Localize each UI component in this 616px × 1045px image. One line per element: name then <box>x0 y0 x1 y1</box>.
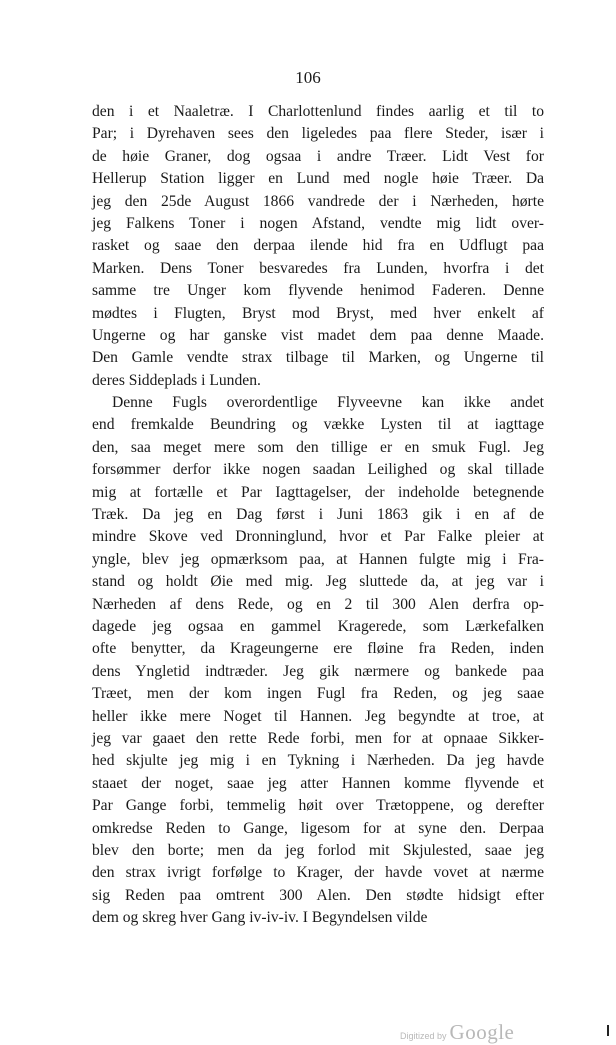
text-line: jeg den 25de August 1866 vandrede der i Nærheden, hørte <box>92 192 544 210</box>
text-line: hed skjulte jeg mig i en Tykning i Nærheden. Da jeg havde <box>92 752 544 770</box>
text-line: Hellerup Station ligger en Lund med nogle høie Træer. Da <box>92 170 544 188</box>
page-edge-mark <box>607 1025 609 1036</box>
text-line: Par; i Dyrehaven sees den ligeledes paa flere Steder, især i <box>92 125 544 143</box>
google-watermark <box>400 1020 514 1045</box>
text-line: jeg var gaaet den rette Rede forbi, men for at opnaae Sikker- <box>92 729 544 747</box>
text-line: stand og holdt Øie med mig. Jeg sluttede da, at jeg var i <box>92 573 544 591</box>
body-text <box>92 101 544 929</box>
text-line: sig Reden paa omtrent 300 Alen. Den stødte hidsigt efter <box>92 886 544 904</box>
text-line: samme tre Unger kom flyvende henimod Faderen. Denne <box>92 282 544 300</box>
text-line: den, saa meget mere som den tillige er en smuk Fugl. Jeg <box>92 438 544 456</box>
text-line: Den Gamle vendte strax tilbage til Marken, og Ungerne til <box>92 349 544 367</box>
text-line: staaet der noget, saae jeg atter Hannen komme flyvende et <box>92 774 544 792</box>
text-line: Træk. Da jeg en Dag først i Juni 1863 gik i en af de <box>92 506 544 524</box>
text-line: heller ikke mere Noget til Hannen. Jeg begyndte at troe, at <box>92 707 544 725</box>
text-line: mig at fortælle et Par Iagttagelser, der indeholde betegnende <box>92 483 544 501</box>
text-line: den i et Naaletræ. I Charlottenlund findes aarlig et til to <box>92 103 544 120</box>
text-line: dagede jeg ogsaa en gammel Kragerede, som Lærkefalken <box>92 617 544 635</box>
text-line: de høie Graner, dog ogsaa i andre Træer. Lidt Vest for <box>92 147 544 165</box>
text-line: blev den borte; men da jeg forlod mit Skjulested, saae jeg <box>92 841 544 859</box>
text-line: den strax ivrigt forfølge to Krager, der havde vovet at nærme <box>92 864 544 882</box>
google-logo: Google <box>449 1020 515 1044</box>
text-line: forsømmer derfor ikke nogen saadan Leilighed og skal tillade <box>92 461 544 479</box>
text-line: yngle, blev jeg opmærksom paa, at Hannen fulgte mig i Fra- <box>92 550 544 568</box>
watermark-prefix: Digitized by <box>400 1031 447 1041</box>
text-line: ofte benytter, da Krageungerne ere fløine fra Reden, inden <box>92 640 544 658</box>
text-line: Par Gange forbi, temmelig høit over Trætoppene, og derefter <box>92 797 544 815</box>
text-line: Ungerne og har ganske vist madet dem paa denne Maade. <box>92 326 544 344</box>
text-line: Marken. Dens Toner besvaredes fra Lunden, hvorfra i det <box>92 259 544 277</box>
text-line: rasket og saae den derpaa ilende hid fra en Udflugt paa <box>92 237 544 255</box>
page-number: 106 <box>295 68 321 87</box>
text-line: dens Yngletid indtræder. Jeg gik nærmere og bankede paa <box>92 662 544 680</box>
text-line: dem og skreg hver Gang iv-iv-iv. I Begyndelsen vilde <box>92 909 428 927</box>
text-line: Nærheden af dens Rede, og en 2 til 300 Alen derfra op- <box>92 595 544 613</box>
text-line: Træet, men der kom ingen Fugl fra Reden, og jeg saae <box>92 685 544 703</box>
text-line: end fremkalde Beundring og vække Lysten til at iagttage <box>92 416 544 434</box>
text-line: Denne Fugls overordentlige Flyveevne kan ikke andet <box>112 394 544 412</box>
text-line: mødtes i Flugten, Bryst mod Bryst, med hver enkelt af <box>92 304 544 322</box>
text-line: jeg Falkens Toner i nogen Afstand, vendte mig lidt over- <box>92 214 544 232</box>
text-line: mindre Skove ved Dronninglund, hvor et Par Falke pleier at <box>92 528 544 546</box>
text-line: omkredse Reden to Gange, ligesom for at syne den. Derpaa <box>92 819 544 837</box>
text-line: deres Siddeplads i Lunden. <box>92 371 261 389</box>
